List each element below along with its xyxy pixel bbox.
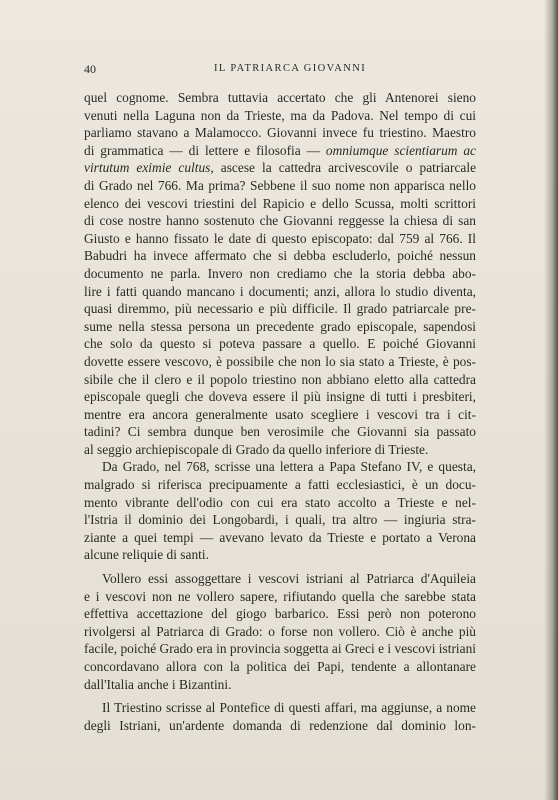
text-segment: Il Triestino scrisse al Pontefice di questi affari, ma aggiunse, a nome [102,700,476,716]
text-line [84,511,476,529]
text-segment: l'Istria il dominio dei Longobardi, i quali, tra altro — ingiuria stra- [84,512,476,528]
text-line [84,142,476,160]
text-segment: dall'Italia anche i Bizantini. [84,676,232,692]
text-segment: mento vibrante dell'odio con cui era stato accolto a Trieste e nel- [84,494,476,510]
text-segment: malgrado si riferisca precipuamente a fatti ecclesiastici, è un docu- [84,477,476,493]
text-segment: di grammatica — di lettere e filosofia — [84,142,326,158]
text-line [84,230,476,248]
text-line [84,441,476,459]
text-segment: di cose nostre hanno sostenuto che Giovanni reggesse la chiesa di san [84,213,476,229]
text-line [84,265,476,283]
text-segment: alcune reliquie di santi. [84,547,209,563]
text-segment: ziante a quei tempi — avevano levato da Trieste e portato a Verona [84,529,476,545]
text-line [84,212,476,230]
text-line [84,177,476,195]
text-segment: venuti nella Laguna non da Trieste, ma da Padova. Nel tempo di cui [84,107,476,123]
text-line [84,159,476,177]
text-segment: concordavano allora con la politica dei Papi, tendente a allontanare [84,659,476,674]
text-segment: effettiva accettazione del giogo barbarico. Essi però non poterono [84,606,476,622]
text-line [84,318,476,336]
text-segment: che solo da questo si poteva passare a quello. E poiché Giovanni [84,336,476,352]
text-line [84,388,476,406]
text-line [84,717,476,735]
text-segment: quasi diremmo, più necessario e più difficile. Il grado patriarcale pre- [84,301,476,317]
text-line [84,195,476,213]
text-segment: e i vescovi non ne vollero sapere, rifiutando quella che sarebbe stata [84,588,476,604]
text-line [84,570,476,588]
running-title: IL PATRIARCA GIOVANNI [214,63,367,74]
text-segment: rivolgersi al Patriarca di Grado: o forse non vollero. Ciò è anche più [84,623,476,639]
text-segment: elenco dei vescovi triestini del Rapicio e dello Scussa, molti scrittori [84,195,476,211]
text-line [84,699,476,717]
text-segment: tadini? Ci sembra dunque ben verosimile che Giovanni sia passato [84,424,476,440]
text-line [84,658,476,676]
text-segment: episcopale quegli che doveva essere il più insigne di tutti i presbiteri, [84,389,476,405]
text-line [84,353,476,371]
text-segment: al seggio archiepiscopale di Grado da quello inferiore di Trieste. [84,441,429,457]
text-line [84,107,476,125]
page-edge-shadow [544,0,558,800]
text-line [84,406,476,424]
text-line [84,423,476,441]
text-segment: , ascese la cattedra arcivescovile o patriarcale [210,160,477,176]
text-line [84,335,476,353]
text-line [84,529,476,547]
page-number: 40 [84,62,96,76]
text-line [84,676,476,694]
text-segment: Giusto e hanno fissato le date di questo episcopato: dal 759 al 766. Il [84,230,476,246]
text-segment: lire i fatti quando mancano i documenti; anzi, allora lo studio diventa, [84,283,476,299]
text-line [84,89,476,107]
text-line [84,494,476,512]
text-segment: parliamo stavano a Malamocco. Giovanni invece fu triestino. Maestro [84,125,476,141]
text-line [84,476,476,494]
text-segment: facile, poiché Grado era in provincia soggetta ai Greci e i vescovi istriani [84,641,476,657]
running-head [84,62,474,78]
text-segment: Babudri ha invece affermato che si debba escluderlo, poiché nessun [84,248,476,264]
text-line [84,605,476,623]
text-segment: di Grado nel 766. Ma prima? Sebbene il suo nome non apparisca nello [84,177,476,193]
text-line [84,300,476,318]
text-line [84,458,476,476]
text-line [84,283,476,301]
text-segment: Vollero essi assoggettare i vescovi istriani al Patriarca d'Aquileia [102,571,476,587]
text-segment: mentre era ancora generalmente usato scegliere i vescovi tra i cit- [84,406,476,422]
text-segment: Da Grado, nel 768, scrisse una lettera a Papa Stefano IV, e questa, [102,459,476,475]
italic-segment: omniumque scientiarum ac [325,142,476,158]
text-segment: dovette essere vescovo, è possibile che non lo sia stato a Trieste, è pos- [84,353,476,369]
text-line [84,623,476,641]
body-text [84,89,476,734]
text-line [84,640,476,658]
text-line [84,247,476,265]
text-segment: sibile che il clero e il popolo triestino non abbiano eletto alla cattedra [84,371,476,387]
text-segment: documento ne parla. Invero non crediamo che la storia debba abo- [84,265,476,281]
italic-segment: virtutum eximie cultus [84,160,211,176]
text-line [84,371,476,389]
text-line [84,588,476,606]
text-line [84,124,476,142]
text-line [84,546,476,564]
text-segment: quel cognome. Sembra tuttavia accertato che gli Antenorei sieno [84,90,476,105]
text-segment: degli Istriani, un'ardente domanda di redenzione dal dominio lon- [84,717,476,733]
text-segment: sume nella stessa persona un precedente grado episcopale, sapendosi [84,318,476,334]
